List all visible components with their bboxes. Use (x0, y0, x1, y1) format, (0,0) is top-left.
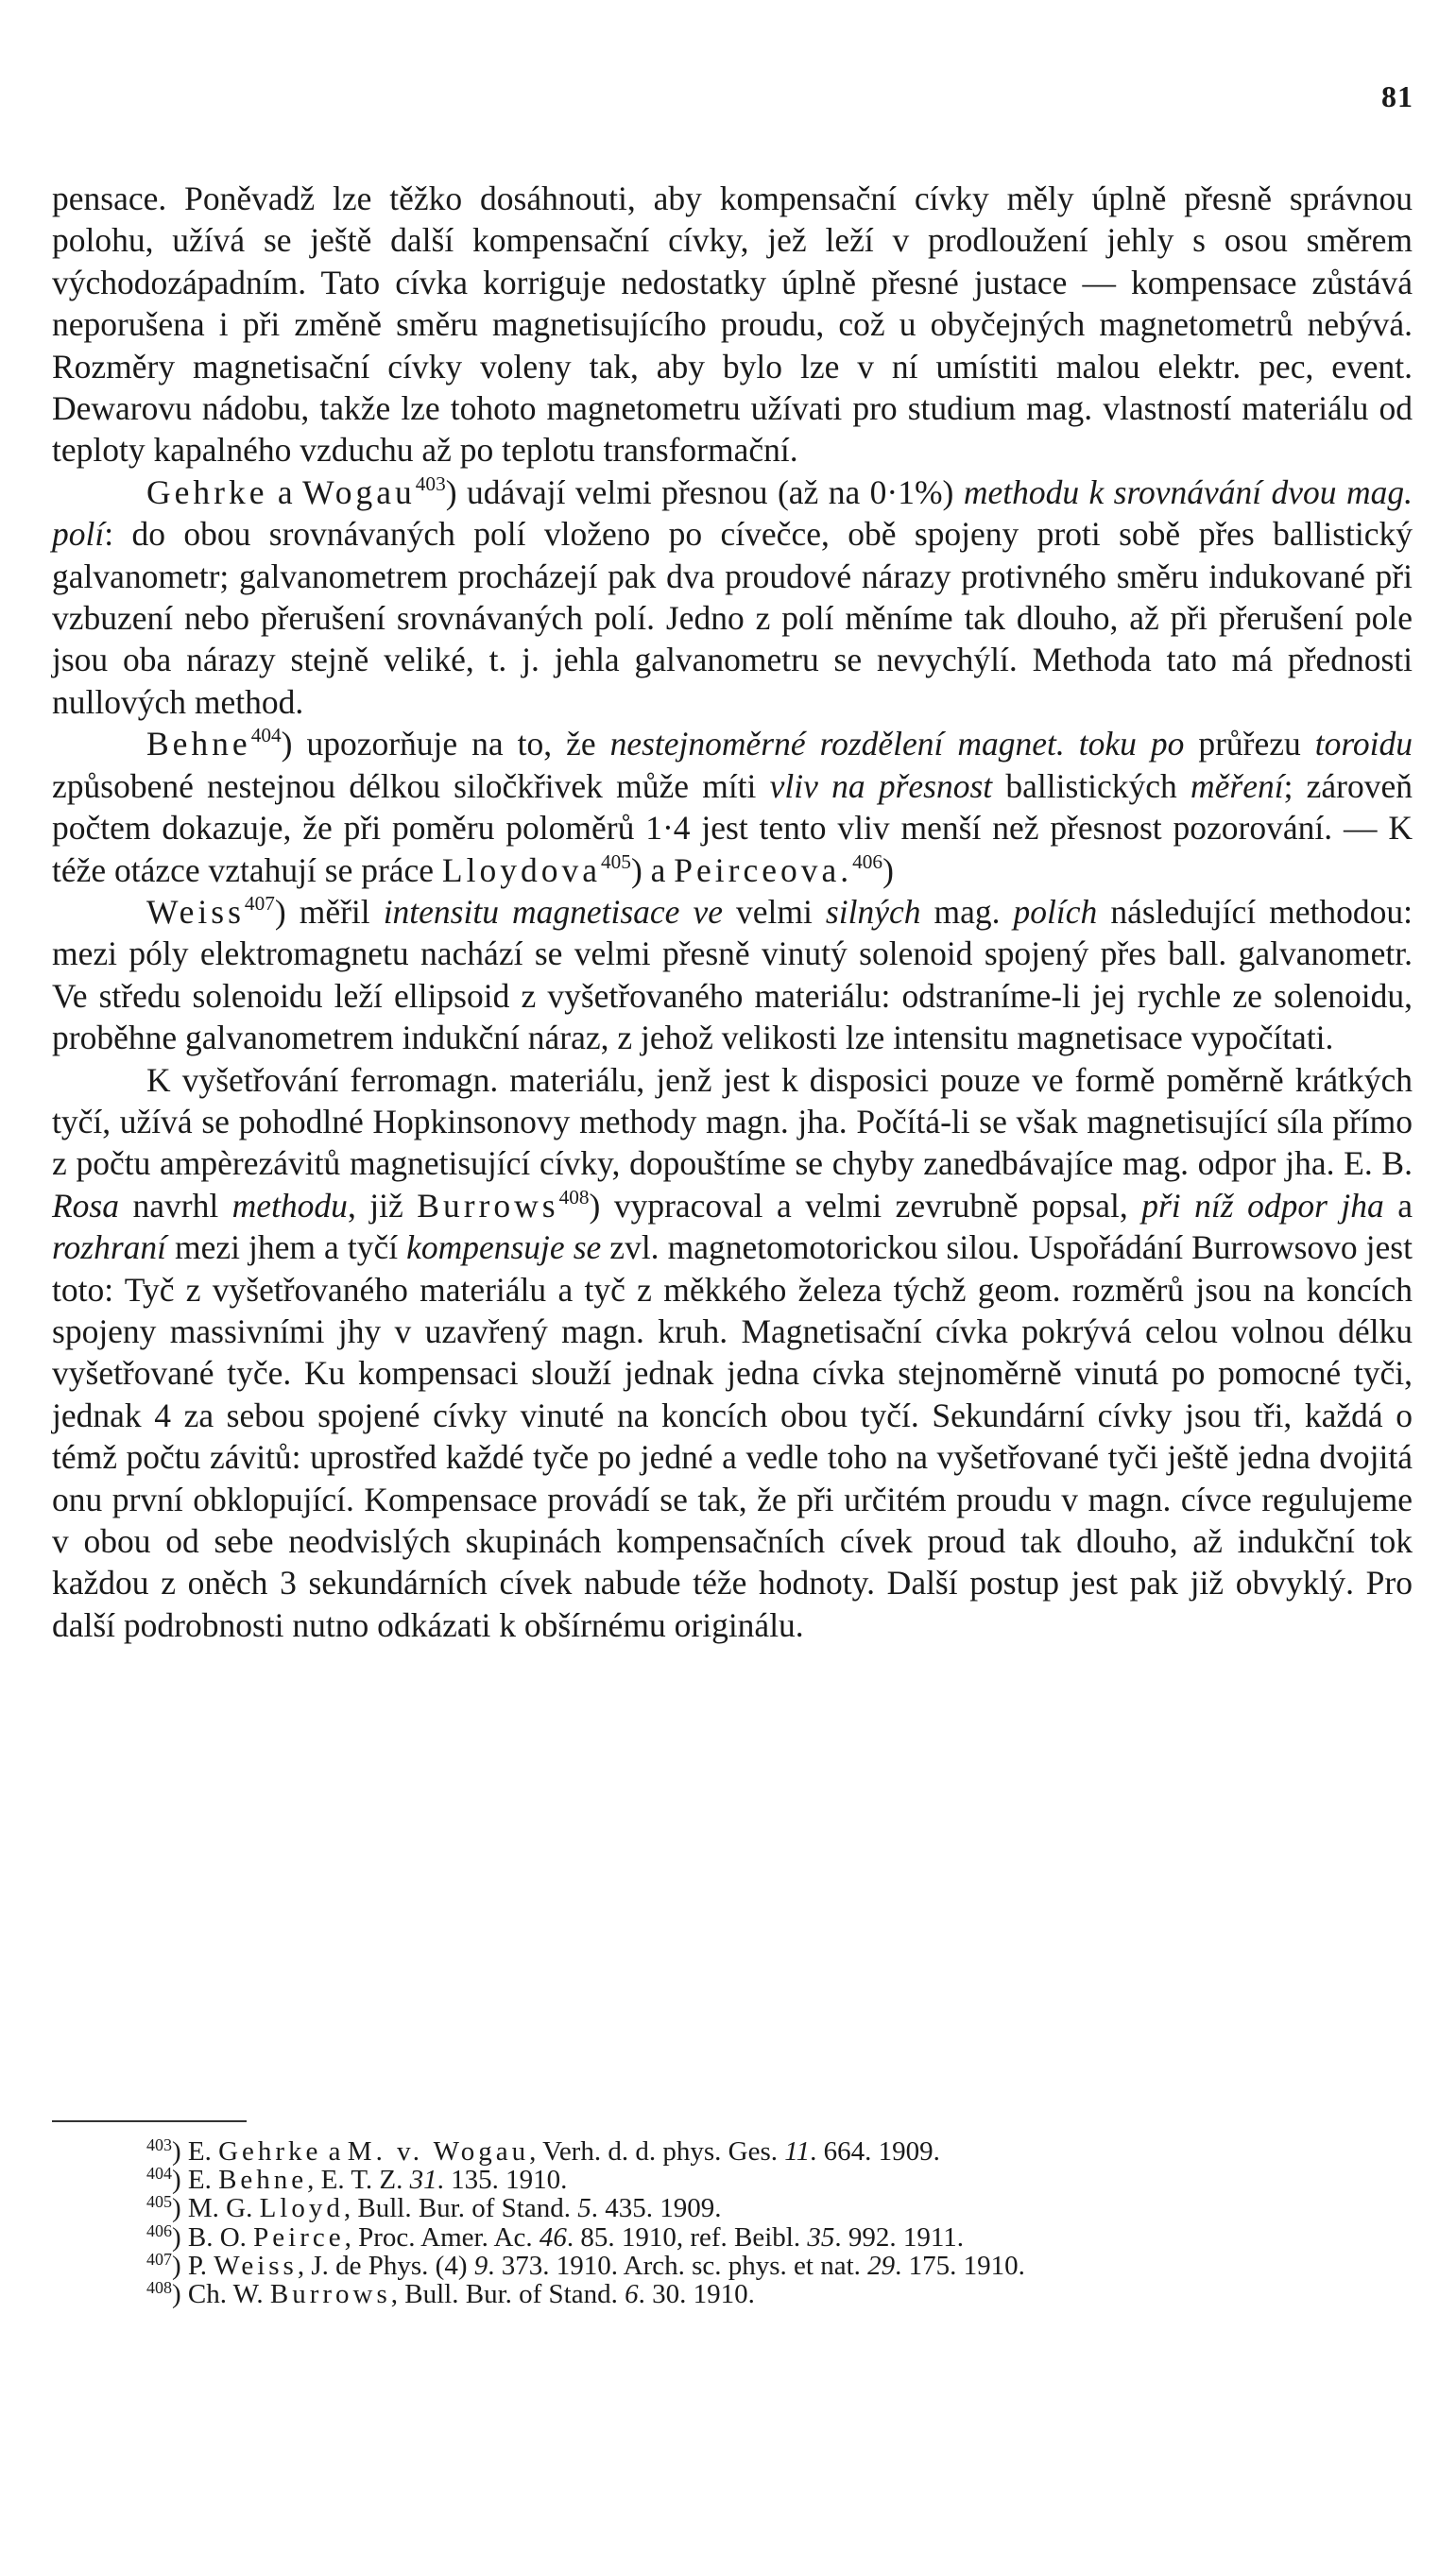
spaced-name: Weiss (146, 892, 245, 931)
text-run: ) P. (171, 2250, 214, 2281)
italic-emphasis: 11 (784, 2136, 811, 2167)
spaced-name: Weiss (214, 2250, 298, 2281)
text-run: způsobené nestejnou délkou siločkřivek může míti (52, 766, 770, 805)
text-run: , J. de Phys. (4) (297, 2250, 474, 2281)
text-run: následující methodou: mezi póly elektromagnetu nachází se velmi přesně vinutý solenoid spojený přes ball. galvanometr. Ve středu solenoidu leží ellipsoid z vyšetřovaného materiálu: odstraníme-li jej rychle ze solenoidu, proběhne galvanometrem indukční náraz, z jehož velikosti lze intensitu magnetisace vypočítati. (52, 892, 1413, 1057)
footnote-ref: 408 (146, 2278, 172, 2298)
italic-emphasis: polích (1013, 892, 1098, 931)
body-text (52, 178, 1413, 1646)
italic-emphasis: methodu k srovnávání dvou mag. polí (52, 472, 1413, 554)
text-run: . 373. 1910. Arch. sc. phys. et nat. (488, 2250, 868, 2281)
footnote (52, 2166, 1413, 2194)
text-run: ) B. O. (171, 2221, 254, 2253)
footnotes (52, 2137, 1413, 2308)
spaced-name: Behne (146, 725, 251, 763)
italic-emphasis: 31 (409, 2165, 437, 2196)
footnote-ref: 403 (146, 2135, 172, 2155)
text-run: ballistických (992, 766, 1190, 805)
paragraph (52, 1059, 1413, 1647)
text-run: ) E. (171, 2136, 219, 2167)
text-run: , Bull. Bur. of Stand. (390, 2279, 625, 2310)
footnote-rule (52, 2120, 247, 2122)
italic-emphasis: rozhraní (52, 1228, 166, 1267)
spaced-name: Gehrke (218, 2136, 322, 2167)
text-run: , již (347, 1186, 418, 1225)
text-run: mezi jhem a tyčí (166, 1228, 407, 1267)
text-run: . 30. 1910. (638, 2279, 755, 2310)
footnote-ref: 407 (244, 892, 275, 916)
spaced-name: Behne (218, 2165, 308, 2196)
text-run: K vyšetřování ferromagn. materiálu, jenž jest k disposici pouze ve formě poměrně krátkých tyčí, užívá se pohodlné Hopkinsonovy methody magn. jha. Počítá-li se však magnetisující síla přímo z počtu ampèrezávitů magnetisující cívky, dopouštíme se chyby zanedbávajíce mag. odpor jha. E. B. (52, 1060, 1413, 1183)
text-run: zvl. magnetomotorickou silou. Uspořádání Burrowsovo jest toto: Tyč z vyšetřovaného materiálu a tyč z měkkého železa týchž geom. rozměrů jsou na koncích spojeny massivními jhy v uzavřený magn. kruh. Magnetisační cívka pokrývá celou volnou délku vyšetřované tyče. Ku kompensaci slouží jednak jedna cívka stejnoměrně vinutá po pomocné tyči, jednak 4 za sebou spojené cívky vinuté na koncích obou tyčí. Sekundární cívky jsou tři, každá o témž počtu závitů: uprostřed každé tyče po jedné a vedle toho na vyšetřované tyči ještě jedna dvojitá onu první obklopující. Kompensace provádí se tak, že při určitém proudu v magn. cívce regulujeme v obou od sebe neodvislých skupinách kompensačních cívek proud tak dlouho, až indukční tok každou z oněch 3 sekundárních cívek nabude téže hodnoty. Další postup jest pak již obvyklý. Pro další podrobnosti nutno odkázati k obšírnému originálu. (52, 1228, 1413, 1644)
spaced-name: Burrows (417, 1186, 559, 1225)
text-run: ) vypracoval a velmi zevrubně popsal, (589, 1186, 1142, 1225)
footnote-ref: 407 (146, 2249, 172, 2269)
spaced-name: Lloydova (441, 850, 601, 889)
spaced-name: Lloyd (259, 2193, 344, 2224)
footnote-ref: 403 (415, 472, 446, 495)
footnote-ref: 405 (600, 849, 631, 873)
footnote-ref: 404 (250, 724, 282, 747)
spaced-name: Wogau (302, 472, 416, 511)
italic-emphasis: kompensuje se (406, 1228, 602, 1267)
italic-emphasis: Rosa (52, 1186, 119, 1225)
footnote-ref: 404 (146, 2164, 172, 2184)
text-run: . 664. 1909. (810, 2136, 940, 2167)
text-run: průřezu (1184, 725, 1315, 763)
text-run: . 135. 1910. (437, 2165, 568, 2196)
italic-emphasis: vliv na přesnost (769, 766, 993, 805)
text-run: . 175. 1910. (895, 2250, 1025, 2281)
paragraph (52, 178, 1413, 471)
italic-emphasis: intensitu magnetisace ve (383, 892, 723, 931)
italic-emphasis: toroidu (1314, 725, 1413, 763)
italic-emphasis: methodu (231, 1186, 348, 1225)
text-run: pensace. Poněvadž lze těžko dosáhnouti, aby kompensační cívky měly úplně přesně správnou polohu, užívá se ještě další kompensační cívky, jež leží v prodloužení jehly s osou směrem východozápadním. Tato cívka korriguje nedostatky úplně přesné justace — kompensace zůstává neporušena i při změně směru magnetisujícího proudu, což u obyčejných magnetometrů nebývá. Rozměry magnetisační cívky voleny tak, aby bylo lze v ní umístiti malou elektr. pec, event. Dewarovu nádobu, takže lze tohoto magnetometru užívati pro studium mag. vlastností materiálu od teploty kapalného vzduchu až po teplotu transformační. (52, 180, 1413, 470)
text-run: a (321, 2136, 348, 2167)
text-run: ) měřil (274, 892, 384, 931)
text-run: navrhl (119, 1186, 232, 1225)
spaced-name: Peirce (253, 2221, 345, 2253)
italic-emphasis: 29 (867, 2250, 896, 2281)
footnote-ref: 405 (146, 2192, 172, 2212)
text-run: ) E. (171, 2165, 219, 2196)
italic-emphasis: 9 (473, 2250, 488, 2281)
footnote-ref: 406 (852, 849, 883, 873)
text-run: ) Ch. W. (171, 2279, 270, 2310)
text-run: velmi (723, 892, 826, 931)
text-run: ) udávají velmi přesnou (až na 0·1%) (445, 472, 964, 511)
spaced-name: Gehrke (146, 472, 268, 511)
text-run: ) M. G. (171, 2193, 260, 2224)
text-run: a (267, 472, 303, 511)
footnote (52, 2137, 1413, 2166)
text-run: . 85. 1910, ref. Beibl. (566, 2221, 808, 2253)
spaced-name: Burrows (269, 2279, 391, 2310)
page-number: 81 (1381, 79, 1413, 113)
text-run: , Verh. d. d. phys. Ges. (529, 2136, 785, 2167)
italic-emphasis: silných (825, 892, 921, 931)
italic-emphasis: 46 (539, 2221, 567, 2253)
footnote (52, 2194, 1413, 2222)
paragraph (52, 723, 1413, 891)
paragraph (52, 891, 1413, 1059)
text-run: . 992. 1911. (834, 2221, 965, 2253)
text-run: . 435. 1909. (591, 2193, 722, 2224)
spaced-name: Peirceova. (674, 850, 853, 889)
text-run: , Bull. Bur. of Stand. (343, 2193, 578, 2224)
footnote (52, 2220, 1413, 2253)
text-run: ) a (630, 850, 675, 889)
text-run: : do obou srovnávaných polí vloženo po cívečce, obě spojeny proti sobě přes ballistický galvanometr; galvanometrem procházejí pak dva proudové nárazy protivného směru indukované při vzbuzení nebo přerušení srovnávaných polí. Jedno z polí měníme tak dlouho, až při přerušení pole jsou oba nárazy stejně veliké, t. j. jehla galvanometru se nevychýlí. Methoda tato má přednosti nullových method. (52, 515, 1413, 721)
footnote-ref: 406 (146, 2220, 172, 2240)
spaced-name: M. v. Wogau (347, 2136, 530, 2167)
footnote (52, 2249, 1413, 2281)
italic-emphasis: měření (1190, 766, 1284, 805)
text-run: mag. (920, 892, 1014, 931)
text-run: ) (882, 850, 894, 889)
paragraph (52, 471, 1413, 723)
footnote-ref: 408 (558, 1185, 590, 1208)
italic-emphasis: při níž odpor jha (1141, 1186, 1384, 1225)
text-run: ) upozorňuje na to, že (281, 725, 610, 763)
text-run: ; zároveň počtem dokazuje, že při poměru poloměrů 1·4 jest tento vliv menší než přesnost pozorování. — K téže otázce vztahují se práce (52, 766, 1413, 889)
italic-emphasis: 6 (625, 2279, 639, 2310)
text-run: a (1383, 1186, 1413, 1225)
footnote (52, 2280, 1413, 2308)
text-run: , Proc. Amer. Ac. (344, 2221, 540, 2253)
italic-emphasis: nestejnoměrné rozdělení magnet. toku po (609, 725, 1185, 763)
italic-emphasis: 5 (577, 2193, 591, 2224)
italic-emphasis: 35 (807, 2221, 835, 2253)
text-run: , E. T. Z. (307, 2165, 410, 2196)
